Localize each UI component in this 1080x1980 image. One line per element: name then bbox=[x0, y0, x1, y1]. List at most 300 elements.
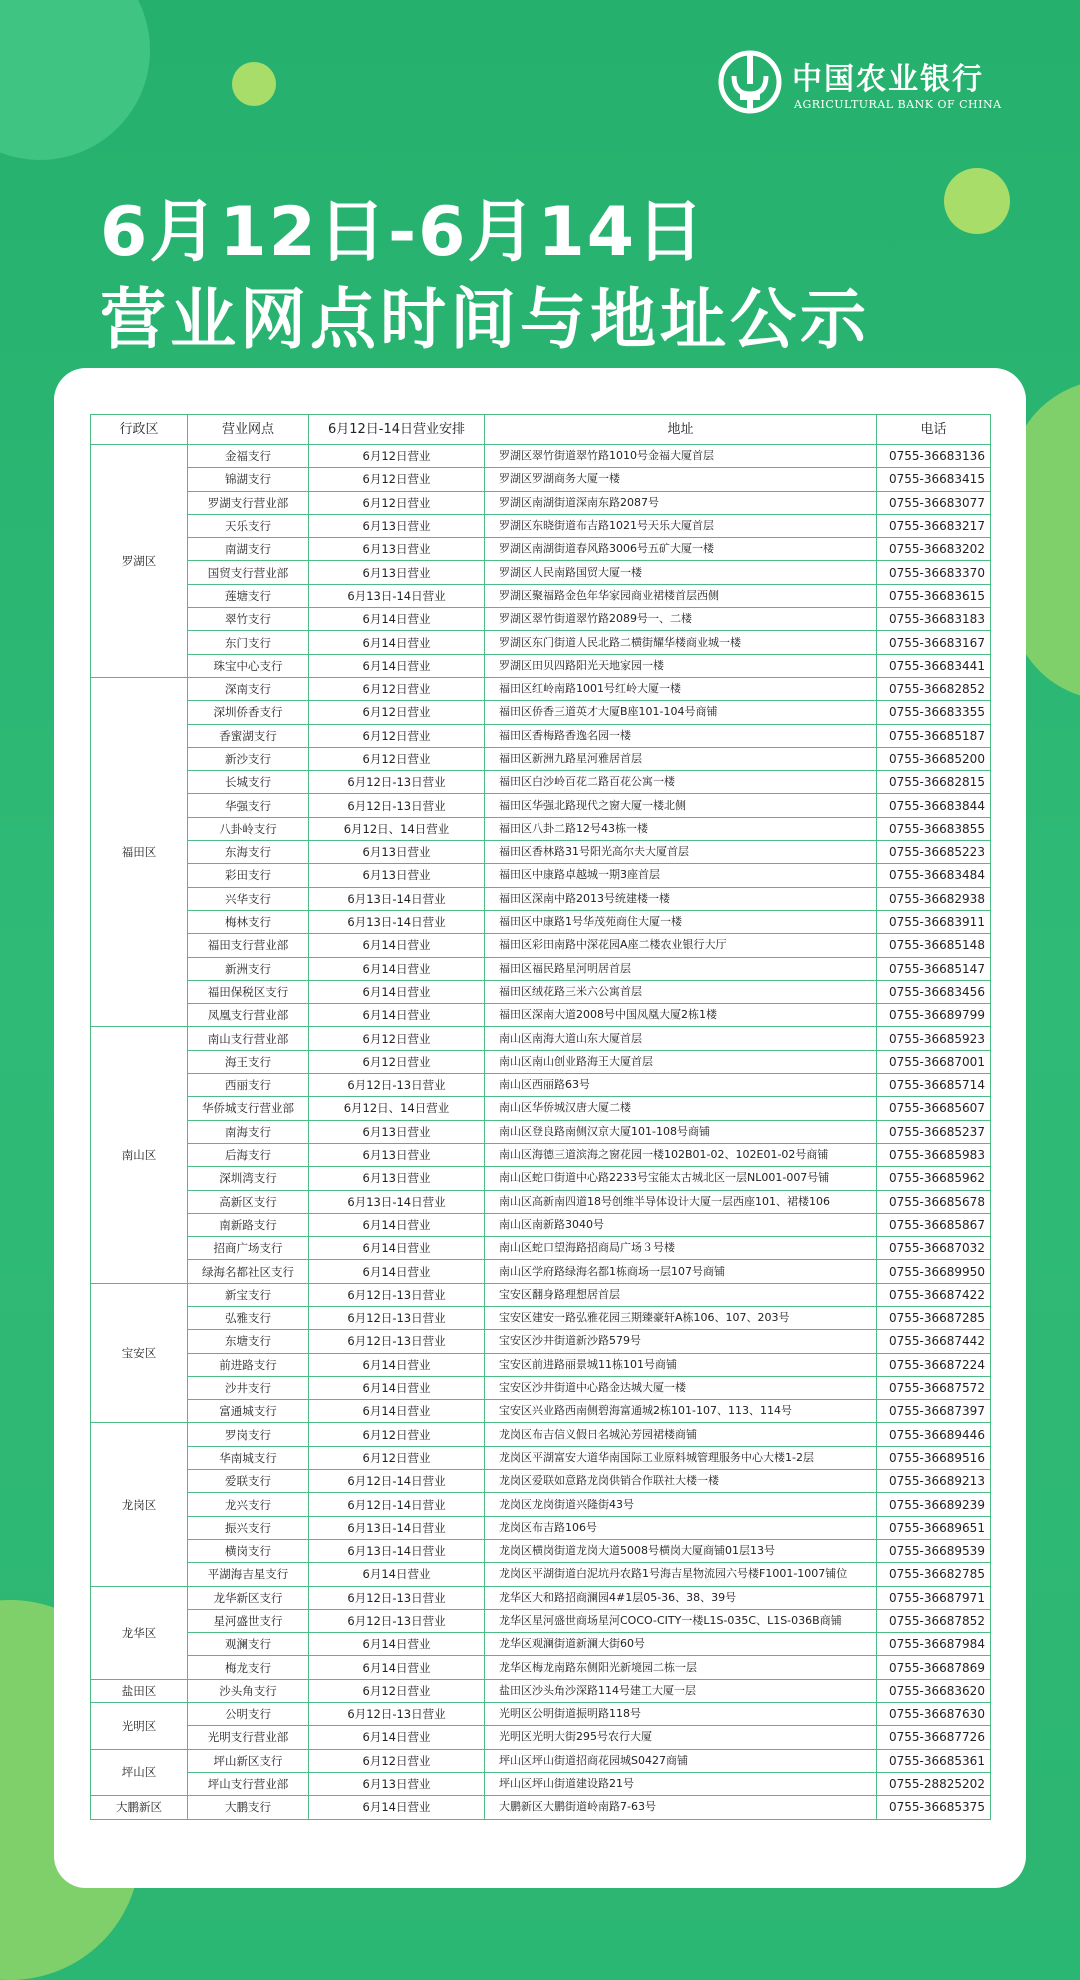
schedule-cell: 6月14日营业 bbox=[309, 1400, 485, 1423]
branch-name-cell: 兴华支行 bbox=[188, 887, 309, 910]
schedule-cell: 6月13日营业 bbox=[309, 1167, 485, 1190]
schedule-cell: 6月12日营业 bbox=[309, 1050, 485, 1073]
table-row bbox=[91, 584, 991, 607]
table-row bbox=[91, 1423, 991, 1446]
address-cell: 坪山区坪山街道建设路21号 bbox=[485, 1772, 877, 1795]
branch-name-cell: 南山支行营业部 bbox=[188, 1027, 309, 1050]
schedule-cell: 6月14日营业 bbox=[309, 654, 485, 677]
phone-cell: 0755-36689446 bbox=[877, 1423, 991, 1446]
phone-cell: 0755-36689239 bbox=[877, 1493, 991, 1516]
phone-cell: 0755-36687726 bbox=[877, 1726, 991, 1749]
phone-cell: 0755-36687001 bbox=[877, 1050, 991, 1073]
table-row bbox=[91, 864, 991, 887]
table-row bbox=[91, 1796, 991, 1819]
address-cell: 罗湖区南湖街道深南东路2087号 bbox=[485, 491, 877, 514]
phone-cell: 0755-36689950 bbox=[877, 1260, 991, 1283]
schedule-cell: 6月13日营业 bbox=[309, 1772, 485, 1795]
branch-name-cell: 罗湖支行营业部 bbox=[188, 491, 309, 514]
schedule-cell: 6月12日-13日营业 bbox=[309, 1586, 485, 1609]
branch-name-cell: 星河盛世支行 bbox=[188, 1609, 309, 1632]
branch-name-cell: 莲塘支行 bbox=[188, 584, 309, 607]
table-row bbox=[91, 1726, 991, 1749]
bank-logo bbox=[718, 50, 1018, 120]
phone-cell: 0755-36682938 bbox=[877, 887, 991, 910]
phone-cell: 0755-36685678 bbox=[877, 1190, 991, 1213]
address-cell: 龙岗区布吉路106号 bbox=[485, 1516, 877, 1539]
branch-name-cell: 锦湖支行 bbox=[188, 468, 309, 491]
phone-cell: 0755-36685187 bbox=[877, 724, 991, 747]
table-row bbox=[91, 1260, 991, 1283]
schedule-cell: 6月13日-14日营业 bbox=[309, 910, 485, 933]
address-cell: 福田区八卦二路12号43栋一楼 bbox=[485, 817, 877, 840]
schedule-cell: 6月14日营业 bbox=[309, 1004, 485, 1027]
table-row bbox=[91, 1050, 991, 1073]
branch-name-cell: 坪山新区支行 bbox=[188, 1749, 309, 1772]
branch-name-cell: 沙头角支行 bbox=[188, 1679, 309, 1702]
branch-name-cell: 光明支行营业部 bbox=[188, 1726, 309, 1749]
schedule-cell: 6月13日营业 bbox=[309, 1143, 485, 1166]
schedule-cell: 6月12日营业 bbox=[309, 747, 485, 770]
branch-name-cell: 珠宝中心支行 bbox=[188, 654, 309, 677]
page-title: 营业网点时间与地址公示 bbox=[100, 281, 870, 358]
branch-name-cell: 东门支行 bbox=[188, 631, 309, 654]
district-cell: 宝安区 bbox=[91, 1283, 188, 1423]
table-row bbox=[91, 1213, 991, 1236]
address-cell: 福田区新洲九路星河雅居首层 bbox=[485, 747, 877, 770]
address-cell: 福田区香梅路香逸名园一楼 bbox=[485, 724, 877, 747]
address-cell: 福田区深南中路2013号统建楼一楼 bbox=[485, 887, 877, 910]
phone-cell: 0755-36682785 bbox=[877, 1563, 991, 1586]
address-cell: 宝安区翻身路理想居首层 bbox=[485, 1283, 877, 1306]
schedule-cell: 6月14日营业 bbox=[309, 957, 485, 980]
district-cell: 罗湖区 bbox=[91, 445, 188, 678]
branch-name-cell: 梅林支行 bbox=[188, 910, 309, 933]
schedule-cell: 6月14日营业 bbox=[309, 1633, 485, 1656]
decorative-dot bbox=[944, 168, 1010, 234]
table-row bbox=[91, 561, 991, 584]
branch-name-cell: 深南支行 bbox=[188, 677, 309, 700]
table-row bbox=[91, 1516, 991, 1539]
schedule-cell: 6月13日-14日营业 bbox=[309, 1190, 485, 1213]
phone-cell: 0755-36687971 bbox=[877, 1586, 991, 1609]
address-cell: 南山区华侨城汉唐大厦二楼 bbox=[485, 1097, 877, 1120]
branch-name-cell: 南海支行 bbox=[188, 1120, 309, 1143]
column-header-address: 地址 bbox=[485, 415, 877, 445]
address-cell: 福田区中康路1号华茂苑商住大厦一楼 bbox=[485, 910, 877, 933]
address-cell: 罗湖区聚福路金色年华家园商业裙楼首层西侧 bbox=[485, 584, 877, 607]
branch-name-cell: 振兴支行 bbox=[188, 1516, 309, 1539]
branch-name-cell: 招商广场支行 bbox=[188, 1237, 309, 1260]
phone-cell: 0755-36683620 bbox=[877, 1679, 991, 1702]
schedule-cell: 6月14日营业 bbox=[309, 934, 485, 957]
table-row bbox=[91, 747, 991, 770]
phone-cell: 0755-36682815 bbox=[877, 771, 991, 794]
column-header-schedule: 6月12日-14日营业安排 bbox=[309, 415, 485, 445]
address-cell: 福田区红岭南路1001号红岭大厦一楼 bbox=[485, 677, 877, 700]
branch-name-cell: 沙井支行 bbox=[188, 1376, 309, 1399]
table-row bbox=[91, 1470, 991, 1493]
address-cell: 龙华区梅龙南路东侧阳光新境园二栋一层 bbox=[485, 1656, 877, 1679]
address-cell: 南山区蛇口望海路招商局广场３号楼 bbox=[485, 1237, 877, 1260]
address-cell: 福田区福民路星河明居首层 bbox=[485, 957, 877, 980]
table-row bbox=[91, 1446, 991, 1469]
phone-cell: 0755-36683484 bbox=[877, 864, 991, 887]
address-cell: 南山区蛇口街道中心路2233号宝能太古城北区一层NL001-007号铺 bbox=[485, 1167, 877, 1190]
phone-cell: 0755-36685223 bbox=[877, 841, 991, 864]
schedule-cell: 6月12日营业 bbox=[309, 491, 485, 514]
phone-cell: 0755-36685147 bbox=[877, 957, 991, 980]
branch-name-cell: 观澜支行 bbox=[188, 1633, 309, 1656]
branch-name-cell: 天乐支行 bbox=[188, 514, 309, 537]
schedule-cell: 6月12日-14日营业 bbox=[309, 1493, 485, 1516]
phone-cell: 0755-36685923 bbox=[877, 1027, 991, 1050]
table-row bbox=[91, 1749, 991, 1772]
table-body bbox=[91, 445, 991, 1820]
schedule-cell: 6月13日-14日营业 bbox=[309, 887, 485, 910]
address-cell: 福田区华强北路现代之窗大厦一楼北侧 bbox=[485, 794, 877, 817]
table-row bbox=[91, 677, 991, 700]
branch-name-cell: 龙兴支行 bbox=[188, 1493, 309, 1516]
branch-name-cell: 大鹏支行 bbox=[188, 1796, 309, 1819]
schedule-cell: 6月12日-13日营业 bbox=[309, 1703, 485, 1726]
address-cell: 罗湖区东门街道人民北路二横街耀华楼商业城一楼 bbox=[485, 631, 877, 654]
branch-name-cell: 罗岗支行 bbox=[188, 1423, 309, 1446]
address-cell: 福田区侨香三道英才大厦B座101-104号商铺 bbox=[485, 701, 877, 724]
address-cell: 坪山区坪山街道招商花园城S0427商铺 bbox=[485, 1749, 877, 1772]
phone-cell: 0755-36683911 bbox=[877, 910, 991, 933]
phone-cell: 0755-36683370 bbox=[877, 561, 991, 584]
table-row bbox=[91, 817, 991, 840]
table-row bbox=[91, 724, 991, 747]
abc-logo-icon bbox=[718, 50, 782, 114]
table-row bbox=[91, 1563, 991, 1586]
branch-name-cell: 西丽支行 bbox=[188, 1074, 309, 1097]
district-cell: 龙华区 bbox=[91, 1586, 188, 1679]
address-cell: 南山区南山创业路海王大厦首层 bbox=[485, 1050, 877, 1073]
table-row bbox=[91, 1027, 991, 1050]
address-cell: 福田区彩田南路中深花园A座二楼农业银行大厅 bbox=[485, 934, 877, 957]
phone-cell: 0755-36689539 bbox=[877, 1539, 991, 1562]
schedule-cell: 6月13日营业 bbox=[309, 864, 485, 887]
table-row bbox=[91, 1237, 991, 1260]
phone-cell: 0755-36683456 bbox=[877, 980, 991, 1003]
branch-name-cell: 富通城支行 bbox=[188, 1400, 309, 1423]
address-cell: 南山区南海大道山东大厦首层 bbox=[485, 1027, 877, 1050]
schedule-cell: 6月14日营业 bbox=[309, 1260, 485, 1283]
address-cell: 南山区南新路3040号 bbox=[485, 1213, 877, 1236]
logo-chinese-name: 中国农业银行 bbox=[792, 62, 984, 97]
schedule-cell: 6月13日营业 bbox=[309, 514, 485, 537]
table-row bbox=[91, 957, 991, 980]
address-cell: 罗湖区田贝四路阳光天地家园一楼 bbox=[485, 654, 877, 677]
branch-name-cell: 公明支行 bbox=[188, 1703, 309, 1726]
table-row bbox=[91, 1074, 991, 1097]
phone-cell: 0755-36685200 bbox=[877, 747, 991, 770]
branch-name-cell: 后海支行 bbox=[188, 1143, 309, 1166]
schedule-cell: 6月13日营业 bbox=[309, 538, 485, 561]
page-title-dates: 6月12日-6月14日 bbox=[100, 193, 707, 272]
branch-name-cell: 长城支行 bbox=[188, 771, 309, 794]
table-row bbox=[91, 468, 991, 491]
district-cell: 光明区 bbox=[91, 1703, 188, 1750]
phone-cell: 0755-36683355 bbox=[877, 701, 991, 724]
district-cell: 坪山区 bbox=[91, 1749, 188, 1796]
table-row bbox=[91, 1493, 991, 1516]
table-row bbox=[91, 538, 991, 561]
address-cell: 南山区学府路绿海名都1栋商场一层107号商铺 bbox=[485, 1260, 877, 1283]
address-cell: 龙岗区布吉信义假日名城沁芳园裙楼商铺 bbox=[485, 1423, 877, 1446]
address-cell: 宝安区兴业路西南侧碧海富通城2栋101-107、113、114号 bbox=[485, 1400, 877, 1423]
branch-name-cell: 坪山支行营业部 bbox=[188, 1772, 309, 1795]
address-cell: 龙华区星河盛世商场星河COCO-CITY一楼L1S-035C、L1S-036B商铺 bbox=[485, 1609, 877, 1632]
table-row bbox=[91, 1120, 991, 1143]
address-cell: 罗湖区罗湖商务大厦一楼 bbox=[485, 468, 877, 491]
phone-cell: 0755-36687630 bbox=[877, 1703, 991, 1726]
branch-name-cell: 翠竹支行 bbox=[188, 608, 309, 631]
schedule-cell: 6月12日-13日营业 bbox=[309, 1074, 485, 1097]
branch-name-cell: 平湖海吉星支行 bbox=[188, 1563, 309, 1586]
phone-cell: 0755-36685237 bbox=[877, 1120, 991, 1143]
phone-cell: 0755-36687442 bbox=[877, 1330, 991, 1353]
schedule-cell: 6月12日-13日营业 bbox=[309, 771, 485, 794]
address-cell: 龙岗区平湖街道白泥坑丹农路1号海吉星物流园六号楼F1001-1007铺位 bbox=[485, 1563, 877, 1586]
column-header-phone: 电话 bbox=[877, 415, 991, 445]
district-cell: 大鹏新区 bbox=[91, 1796, 188, 1819]
table-row bbox=[91, 1097, 991, 1120]
branch-name-cell: 绿海名都社区支行 bbox=[188, 1260, 309, 1283]
table-row bbox=[91, 1633, 991, 1656]
schedule-cell: 6月12日-14日营业 bbox=[309, 1470, 485, 1493]
address-cell: 盐田区沙头角沙深路114号建工大厦一层 bbox=[485, 1679, 877, 1702]
address-cell: 福田区深南大道2008号中国凤凰大厦2栋1楼 bbox=[485, 1004, 877, 1027]
schedule-cell: 6月14日营业 bbox=[309, 1353, 485, 1376]
address-cell: 宝安区前进路丽景城11栋101号商铺 bbox=[485, 1353, 877, 1376]
table-row bbox=[91, 1539, 991, 1562]
decorative-dot bbox=[232, 62, 276, 106]
schedule-cell: 6月13日-14日营业 bbox=[309, 584, 485, 607]
schedule-cell: 6月12日-13日营业 bbox=[309, 1283, 485, 1306]
phone-cell: 0755-36685962 bbox=[877, 1167, 991, 1190]
table-row bbox=[91, 1586, 991, 1609]
schedule-cell: 6月12日-13日营业 bbox=[309, 1306, 485, 1329]
schedule-cell: 6月14日营业 bbox=[309, 980, 485, 1003]
address-cell: 龙华区大和路招商澜园4#1层05-36、38、39号 bbox=[485, 1586, 877, 1609]
table-row bbox=[91, 1283, 991, 1306]
address-cell: 南山区高新南四道18号创维半导体设计大厦一层西座101、裙楼106 bbox=[485, 1190, 877, 1213]
schedule-cell: 6月13日营业 bbox=[309, 841, 485, 864]
branch-name-cell: 凤凰支行营业部 bbox=[188, 1004, 309, 1027]
schedule-cell: 6月14日营业 bbox=[309, 608, 485, 631]
schedule-cell: 6月12日营业 bbox=[309, 1446, 485, 1469]
branch-name-cell: 南新路支行 bbox=[188, 1213, 309, 1236]
phone-cell: 0755-36685607 bbox=[877, 1097, 991, 1120]
phone-cell: 0755-36685375 bbox=[877, 1796, 991, 1819]
schedule-cell: 6月14日营业 bbox=[309, 1213, 485, 1236]
phone-cell: 0755-36683183 bbox=[877, 608, 991, 631]
schedule-cell: 6月14日营业 bbox=[309, 1656, 485, 1679]
schedule-cell: 6月14日营业 bbox=[309, 1563, 485, 1586]
phone-cell: 0755-36685361 bbox=[877, 1749, 991, 1772]
district-cell: 龙岗区 bbox=[91, 1423, 188, 1586]
schedule-cell: 6月13日-14日营业 bbox=[309, 1516, 485, 1539]
address-cell: 南山区登良路南侧汉京大厦101-108号商铺 bbox=[485, 1120, 877, 1143]
table-row bbox=[91, 1306, 991, 1329]
table-row bbox=[91, 910, 991, 933]
table-row bbox=[91, 1703, 991, 1726]
address-cell: 罗湖区人民南路国贸大厦一楼 bbox=[485, 561, 877, 584]
phone-cell: 0755-36687869 bbox=[877, 1656, 991, 1679]
schedule-cell: 6月12日、14日营业 bbox=[309, 817, 485, 840]
branch-name-cell: 金福支行 bbox=[188, 445, 309, 468]
branch-name-cell: 东海支行 bbox=[188, 841, 309, 864]
phone-cell: 0755-36689651 bbox=[877, 1516, 991, 1539]
branch-name-cell: 深圳侨香支行 bbox=[188, 701, 309, 724]
branch-name-cell: 前进路支行 bbox=[188, 1353, 309, 1376]
schedule-cell: 6月13日-14日营业 bbox=[309, 1539, 485, 1562]
address-cell: 罗湖区东晓街道布吉路1021号天乐大厦首层 bbox=[485, 514, 877, 537]
phone-cell: 0755-36683077 bbox=[877, 491, 991, 514]
address-cell: 福田区白沙岭百花二路百花公寓一楼 bbox=[485, 771, 877, 794]
branch-name-cell: 香蜜湖支行 bbox=[188, 724, 309, 747]
table-row bbox=[91, 1679, 991, 1702]
schedule-cell: 6月14日营业 bbox=[309, 631, 485, 654]
table-row bbox=[91, 771, 991, 794]
phone-cell: 0755-36689799 bbox=[877, 1004, 991, 1027]
phone-cell: 0755-36687422 bbox=[877, 1283, 991, 1306]
column-header-branch: 营业网点 bbox=[188, 415, 309, 445]
phone-cell: 0755-36685983 bbox=[877, 1143, 991, 1166]
table-row bbox=[91, 841, 991, 864]
schedule-cell: 6月12日营业 bbox=[309, 701, 485, 724]
phone-cell: 0755-36687224 bbox=[877, 1353, 991, 1376]
table-row bbox=[91, 887, 991, 910]
branch-name-cell: 高新区支行 bbox=[188, 1190, 309, 1213]
table-row bbox=[91, 608, 991, 631]
phone-cell: 0755-36685867 bbox=[877, 1213, 991, 1236]
phone-cell: 0755-36687285 bbox=[877, 1306, 991, 1329]
phone-cell: 0755-36685148 bbox=[877, 934, 991, 957]
branch-name-cell: 华侨城支行营业部 bbox=[188, 1097, 309, 1120]
branch-name-cell: 弘雅支行 bbox=[188, 1306, 309, 1329]
table-header-row bbox=[91, 415, 991, 445]
address-cell: 大鹏新区大鹏街道岭南路7-63号 bbox=[485, 1796, 877, 1819]
address-cell: 宝安区建安一路弘雅花园三期臻豪轩A栋106、107、203号 bbox=[485, 1306, 877, 1329]
schedule-cell: 6月14日营业 bbox=[309, 1726, 485, 1749]
table-row bbox=[91, 1143, 991, 1166]
phone-cell: 0755-36687397 bbox=[877, 1400, 991, 1423]
address-cell: 龙华区观澜街道新澜大街60号 bbox=[485, 1633, 877, 1656]
table-row bbox=[91, 445, 991, 468]
schedule-cell: 6月13日营业 bbox=[309, 561, 485, 584]
table-row bbox=[91, 1376, 991, 1399]
phone-cell: 0755-36687032 bbox=[877, 1237, 991, 1260]
phone-cell: 0755-36683167 bbox=[877, 631, 991, 654]
address-cell: 宝安区沙井街道新沙路579号 bbox=[485, 1330, 877, 1353]
phone-cell: 0755-36687984 bbox=[877, 1633, 991, 1656]
phone-cell: 0755-36689213 bbox=[877, 1470, 991, 1493]
address-cell: 罗湖区南湖街道春风路3006号五矿大厦一楼 bbox=[485, 538, 877, 561]
schedule-cell: 6月12日、14日营业 bbox=[309, 1097, 485, 1120]
branch-name-cell: 新沙支行 bbox=[188, 747, 309, 770]
branch-name-cell: 新宝支行 bbox=[188, 1283, 309, 1306]
schedule-cell: 6月12日营业 bbox=[309, 1679, 485, 1702]
address-cell: 宝安区沙井街道中心路金达城大厦一楼 bbox=[485, 1376, 877, 1399]
address-cell: 福田区绒花路三米六公寓首层 bbox=[485, 980, 877, 1003]
phone-cell: 0755-36685714 bbox=[877, 1074, 991, 1097]
logo-english-name: AGRICULTURAL BANK OF CHINA bbox=[794, 98, 1002, 111]
table-row bbox=[91, 794, 991, 817]
phone-cell: 0755-36683202 bbox=[877, 538, 991, 561]
branch-name-cell: 八卦岭支行 bbox=[188, 817, 309, 840]
table-row bbox=[91, 631, 991, 654]
schedule-cell: 6月12日-13日营业 bbox=[309, 1330, 485, 1353]
branch-name-cell: 福田保税区支行 bbox=[188, 980, 309, 1003]
schedule-cell: 6月14日营业 bbox=[309, 1237, 485, 1260]
schedule-cell: 6月12日-13日营业 bbox=[309, 794, 485, 817]
phone-cell: 0755-36689516 bbox=[877, 1446, 991, 1469]
address-cell: 龙岗区平湖富安大道华南国际工业原料城管理服务中心大楼1-2层 bbox=[485, 1446, 877, 1469]
schedule-cell: 6月12日-13日营业 bbox=[309, 1609, 485, 1632]
phone-cell: 0755-36683844 bbox=[877, 794, 991, 817]
table-row bbox=[91, 701, 991, 724]
address-cell: 罗湖区翠竹街道翠竹路1010号金福大厦首层 bbox=[485, 445, 877, 468]
column-header-district: 行政区 bbox=[91, 415, 188, 445]
phone-cell: 0755-36683441 bbox=[877, 654, 991, 677]
schedule-cell: 6月12日营业 bbox=[309, 468, 485, 491]
address-cell: 龙岗区横岗街道龙岗大道5008号横岗大厦商铺01层13号 bbox=[485, 1539, 877, 1562]
branch-name-cell: 梅龙支行 bbox=[188, 1656, 309, 1679]
table-row bbox=[91, 491, 991, 514]
branch-name-cell: 彩田支行 bbox=[188, 864, 309, 887]
address-cell: 南山区海德三道滨海之窗花园一楼102B01-02、102E01-02号商铺 bbox=[485, 1143, 877, 1166]
address-cell: 光明区光明大街295号农行大厦 bbox=[485, 1726, 877, 1749]
address-cell: 龙岗区龙岗街道兴隆街43号 bbox=[485, 1493, 877, 1516]
district-cell: 盐田区 bbox=[91, 1679, 188, 1702]
schedule-cell: 6月12日营业 bbox=[309, 1027, 485, 1050]
branch-name-cell: 新洲支行 bbox=[188, 957, 309, 980]
branch-name-cell: 华强支行 bbox=[188, 794, 309, 817]
phone-cell: 0755-36682852 bbox=[877, 677, 991, 700]
address-cell: 福田区中康路卓越城一期3座首层 bbox=[485, 864, 877, 887]
branch-name-cell: 爱联支行 bbox=[188, 1470, 309, 1493]
branch-name-cell: 横岗支行 bbox=[188, 1539, 309, 1562]
table-row bbox=[91, 654, 991, 677]
schedule-cell: 6月12日营业 bbox=[309, 1749, 485, 1772]
phone-cell: 0755-36683615 bbox=[877, 584, 991, 607]
schedule-cell: 6月13日营业 bbox=[309, 1120, 485, 1143]
address-cell: 福田区香林路31号阳光高尔夫大厦首层 bbox=[485, 841, 877, 864]
schedule-cell: 6月14日营业 bbox=[309, 1796, 485, 1819]
table-row bbox=[91, 1330, 991, 1353]
branch-name-cell: 龙华新区支行 bbox=[188, 1586, 309, 1609]
table-row bbox=[91, 1190, 991, 1213]
table-row bbox=[91, 1167, 991, 1190]
schedule-cell: 6月12日营业 bbox=[309, 1423, 485, 1446]
phone-cell: 0755-36683415 bbox=[877, 468, 991, 491]
phone-cell: 0755-36687572 bbox=[877, 1376, 991, 1399]
phone-cell: 0755-36683217 bbox=[877, 514, 991, 537]
branch-name-cell: 东塘支行 bbox=[188, 1330, 309, 1353]
schedule-cell: 6月12日营业 bbox=[309, 677, 485, 700]
table-row bbox=[91, 1656, 991, 1679]
phone-cell: 0755-36687852 bbox=[877, 1609, 991, 1632]
branch-schedule-table bbox=[90, 414, 991, 1820]
table-row bbox=[91, 980, 991, 1003]
schedule-cell: 6月12日营业 bbox=[309, 724, 485, 747]
branch-name-cell: 深圳湾支行 bbox=[188, 1167, 309, 1190]
address-cell: 南山区西丽路63号 bbox=[485, 1074, 877, 1097]
district-cell: 南山区 bbox=[91, 1027, 188, 1283]
